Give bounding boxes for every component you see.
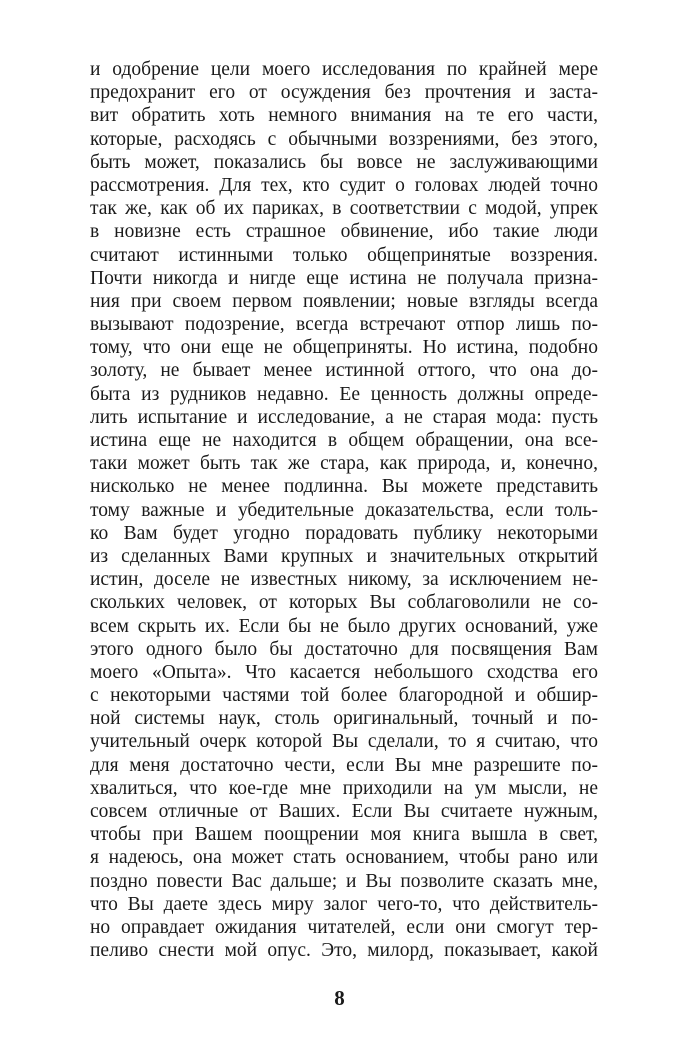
text-line: ной системы наук, столь оригинальный, точный и по- — [90, 708, 598, 730]
text-line: пеливо снести мой опус. Это, милорд, показывает, какой — [90, 940, 598, 962]
page-number: 8 — [334, 986, 345, 1010]
text-line: лить испытание и исследование, а не старая мода: пусть — [90, 406, 598, 428]
text-line: ния при своем первом появлении; новые взгляды всегда — [90, 290, 598, 312]
text-line: для меня достаточно чести, если Вы мне разрешите по- — [90, 754, 598, 776]
text-line: из сделанных Вами крупных и значительных открытий — [90, 545, 598, 567]
text-line: этого одного было бы достаточно для посвящения Вам — [90, 638, 598, 660]
text-line: ко Вам будет угодно порадовать публику некоторыми — [90, 522, 598, 544]
text-line: поздно повести Вас дальше; и Вы позволите сказать мне, — [90, 870, 598, 892]
text-line: тому важные и убедительные доказательства, если толь- — [90, 499, 598, 521]
text-line: быть может, показались бы вовсе не заслуживающими — [90, 151, 598, 173]
text-line: рассмотрения. Для тех, кто судит о головах людей точно — [90, 174, 598, 196]
text-line: хвалиться, что кое-где мне приходили на ум мысли, не — [90, 777, 598, 799]
text-line: тому, что они еще не общеприняты. Но истина, подобно — [90, 337, 598, 359]
text-line: вит обратить хоть немного внимания на те его части, — [90, 105, 598, 127]
text-line: истин, доселе не известных никому, за исключением не- — [90, 569, 598, 591]
text-line: моего «Опыта». Что касается небольшого сходства его — [90, 661, 598, 683]
text-line: которые, расходясь с обычными воззрениями, без этого, — [90, 128, 598, 150]
text-line: с некоторыми частями той более благородной и обшир- — [90, 685, 598, 707]
text-line: что Вы даете здесь миру залог чего-то, что действитель- — [90, 893, 598, 915]
text-line: считают истинными только общепринятые воззрения. — [90, 244, 598, 266]
text-line: быта из рудников недавно. Ее ценность должны опреде- — [90, 383, 598, 405]
text-line: чтобы при Вашем поощрении моя книга вышла в свет, — [90, 824, 598, 846]
text-line: всем скрыть их. Если бы не было других оснований, уже — [90, 615, 598, 637]
text-line: истина еще не находится в общем обращении, она все- — [90, 430, 598, 451]
text-line: но оправдает ожидания читателей, если они смогут тер- — [90, 916, 598, 938]
text-line: нисколько не менее подлинна. Вы можете представить — [90, 476, 598, 498]
text-line: в новизне есть страшное обвинение, ибо такие люди — [90, 221, 598, 243]
text-line: совсем отличные от Ваших. Если Вы считаете нужным, — [90, 801, 598, 822]
text-line: Почти никогда и нигде еще истина не получала призна- — [90, 267, 598, 289]
text-line: предохранит его от осуждения без прочтения и заста- — [90, 82, 598, 104]
text-line: и одобрение цели моего исследования по крайней мере — [90, 59, 598, 80]
text-line: золоту, не бывает менее истинной оттого, что она до- — [90, 360, 598, 382]
text-line: вызывают подозрение, всегда встречают отпор лишь по- — [90, 314, 598, 336]
text-line: скольких человек, от которых Вы соблаговолили не со- — [90, 592, 598, 614]
text-line: учительный очерк которой Вы сделали, то я считаю, что — [90, 731, 598, 753]
text-line: я надеюсь, она может стать основанием, чтобы рано или — [90, 847, 598, 869]
text-line: таки может быть так же стара, как природа, и, конечно, — [90, 453, 598, 475]
body-text — [90, 58, 598, 962]
text-line: так же, как об их париках, в соответствии с модой, упрек — [90, 198, 598, 220]
